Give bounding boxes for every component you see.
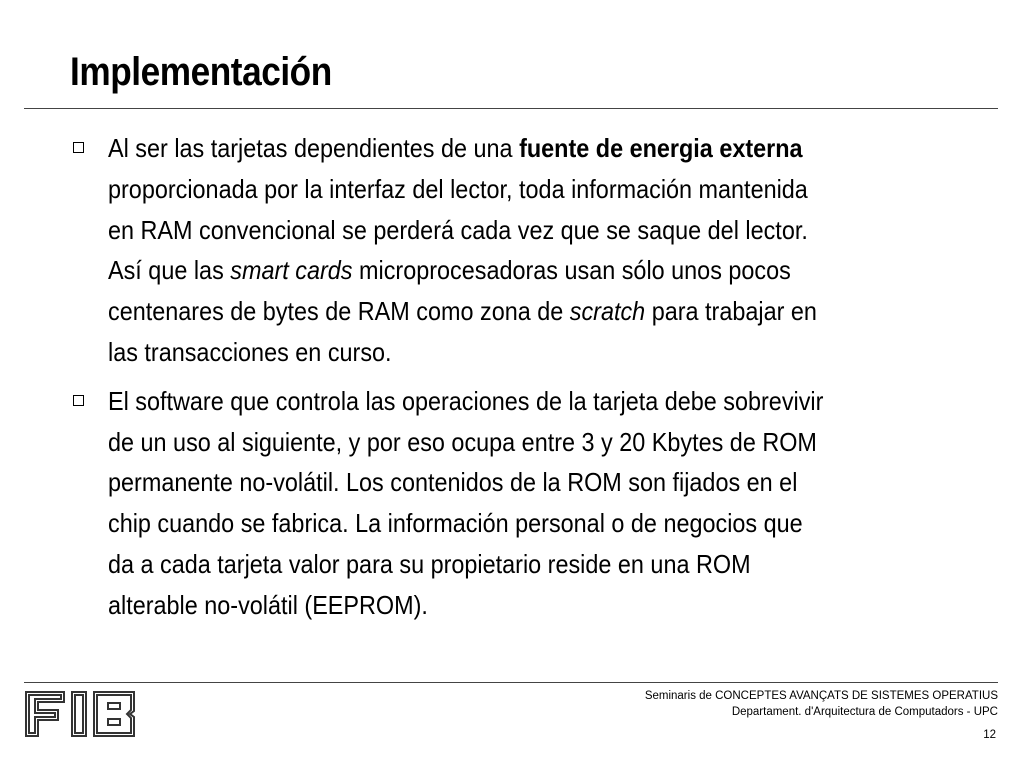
bold-text: fuente de energia externa [519, 133, 803, 163]
square-bullet-icon [73, 142, 84, 153]
text-run: proporcionada por la interfaz del lector, toda información mantenida [108, 173, 808, 204]
text-run: alterable no-volátil (EEPROM). [108, 589, 428, 620]
bullet-item [70, 128, 980, 373]
text-run: en RAM convencional se perderá cada vez que se saque del lector. [108, 214, 808, 245]
footer-course: Seminaris de CONCEPTES AVANÇATS DE SISTEMES OPERATIUS [644, 690, 998, 702]
footer-info [645, 688, 998, 720]
bullet-list [70, 128, 980, 634]
footer-department: Departament. d'Arquitectura de Computadors - UPC [731, 706, 998, 718]
title-divider [24, 108, 998, 109]
text-run: El software que controla las operaciones de la tarjeta debe sobrevivir [108, 385, 824, 416]
text-run: Al ser las tarjetas dependientes de una [108, 133, 520, 163]
italic-text: scratch [569, 296, 646, 327]
slide-title: Implementación [70, 50, 332, 94]
italic-text: smart cards [230, 255, 353, 286]
text-run: para trabajar en [645, 296, 817, 327]
bullet-text [108, 128, 1008, 373]
bullet-text [108, 381, 1008, 626]
text-run: microprocesadoras usan sólo unos pocos [352, 255, 791, 286]
text-run: Así que las [108, 255, 231, 286]
bullet-item [70, 381, 980, 626]
text-run: centenares de bytes de RAM como zona de [108, 296, 570, 327]
text-run: de un uso al siguiente, y por eso ocupa entre 3 y 20 Kbytes de ROM [108, 426, 817, 457]
text-run: da a cada tarjeta valor para su propietario reside en una ROM [108, 548, 751, 579]
text-run: chip cuando se fabrica. La información personal o de negocios que [108, 508, 803, 539]
page-number: 12 [983, 729, 996, 741]
footer-divider [24, 682, 998, 683]
text-run: las transacciones en curso. [108, 336, 392, 367]
text-run: permanente no-volátil. Los contenidos de la ROM son fijados en el [108, 467, 798, 498]
fib-logo-icon [24, 690, 140, 738]
square-bullet-icon [73, 395, 84, 406]
